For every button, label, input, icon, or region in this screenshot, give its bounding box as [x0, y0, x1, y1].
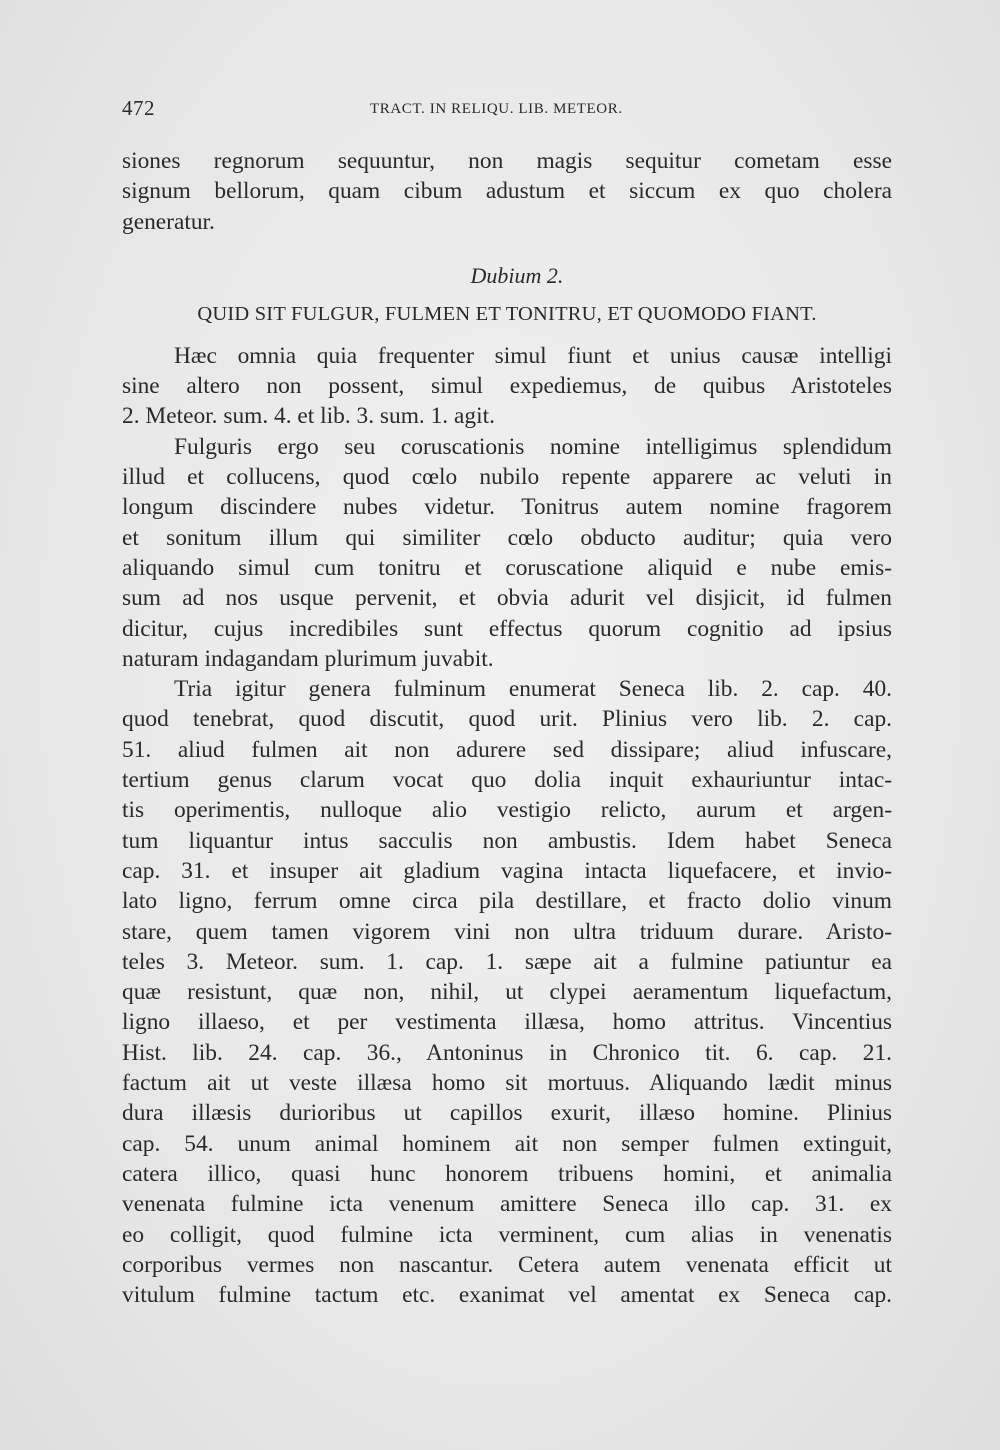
text-line: catera illico, quasi hunc honorem tribuens homini, et animalia — [122, 1160, 892, 1187]
text-line: quod tenebrat, quod discutit, quod urit. Plinius vero lib. 2. cap. — [122, 706, 892, 733]
text-line: generatur. — [122, 208, 215, 235]
text-line: et sonitum illum qui similiter cœlo obducto auditur; quia vero — [122, 524, 892, 551]
text-line: stare, quem tamen vigorem vini non ultra triduum durare. Aristo- — [122, 918, 892, 945]
text-line: cap. 54. unum animal hominem ait non semper fulmen extinguit, — [122, 1130, 892, 1157]
text-line: venenata fulmine icta venenum amittere Seneca illo cap. 31. ex — [122, 1191, 892, 1218]
text-line: corporibus vermes non nascantur. Cetera autem venenata efficit ut — [122, 1251, 892, 1278]
text-line: 2. Meteor. sum. 4. et lib. 3. sum. 1. agit. — [122, 403, 495, 430]
text-line: eo colligit, quod fulmine icta verminent, cum alias in venenatis — [122, 1221, 892, 1248]
text-line: lato ligno, ferrum omne circa pila destillare, et fracto dolio vinum — [122, 888, 892, 915]
section-label: Dubium 2. — [470, 262, 564, 288]
text-line: tis operimentis, nulloque alio vestigio relicto, aurum et argen- — [122, 797, 892, 824]
paragraph-2 — [122, 432, 892, 674]
running-head: TRACT. IN RELIQU. LIB. METEOR. — [370, 101, 623, 117]
text-line: Hæc omnia quia frequenter simul fiunt et unius causæ intelligi — [174, 342, 892, 369]
text-line: signum bellorum, quam cibum adustum et siccum ex quo cholera — [122, 178, 892, 205]
spacer — [122, 291, 892, 299]
text-line: aliquando simul cum tonitru et coruscatione aliquid e nube emis- — [122, 554, 892, 581]
text-line: 51. aliud fulmen ait non adurere sed dissipare; aliud infuscare, — [122, 736, 892, 763]
section-title: QUID SIT FULGUR, FULMEN ET TONITRU, ET QUOMODO FIANT. — [197, 302, 817, 325]
text-line: cap. 31. et insuper ait gladium vagina intacta liquefacere, et invio- — [122, 857, 892, 884]
text-line: quæ resistunt, quæ non, nihil, ut clypei aeramentum liquefactum, — [122, 979, 892, 1006]
paragraph-3 — [122, 674, 892, 1310]
text-line: naturam indagandam plurimum juvabit. — [122, 645, 494, 672]
paragraph-1 — [122, 341, 892, 432]
text-line: teles 3. Meteor. sum. 1. cap. 1. sæpe ait a fulmine patiuntur ea — [122, 948, 892, 975]
spacer — [122, 237, 892, 261]
page-number: 472 — [122, 96, 155, 120]
text-line: sum ad nos usque pervenit, et obvia adurit vel disjicit, id fulmen — [122, 585, 892, 612]
text-line: dicitur, cujus incredibiles sunt effectus quorum cognitio ad ipsius — [122, 615, 892, 642]
text-line: sine altero non possent, simul expediemus, de quibus Aristoteles — [122, 373, 892, 400]
spacer — [122, 329, 892, 341]
page-header — [122, 96, 892, 126]
text-line: Hist. lib. 24. cap. 36., Antoninus in Chronico tit. 6. cap. 21. — [122, 1039, 892, 1066]
text-line: longum discindere nubes videtur. Tonitrus autem nomine fragorem — [122, 494, 892, 521]
text-line: illud et collucens, quod cœlo nubilo repente apparere ac veluti in — [122, 464, 892, 491]
text-line: siones regnorum sequuntur, non magis sequitur cometam esse — [122, 148, 892, 174]
text-line: Tria igitur genera fulminum enumerat Seneca lib. 2. cap. 40. — [174, 676, 892, 703]
text-line: factum ait ut veste illæsa homo sit mortuus. Aliquando lædit minus — [122, 1070, 892, 1097]
text-line: dura illæsis durioribus ut capillos exurit, illæso homine. Plinius — [122, 1100, 892, 1127]
text-line: ligno illaeso, et per vestimenta illæsa, homo attritus. Vincentius — [122, 1009, 892, 1036]
text-line: Fulguris ergo seu coruscationis nomine intelligimus splendidum — [174, 433, 892, 460]
text-line: tum liquantur intus sacculis non ambustis. Idem habet Seneca — [122, 827, 892, 854]
text-line: vitulum fulmine tactum etc. exanimat vel amentat ex Seneca cap. — [122, 1282, 892, 1309]
text-line: tertium genus clarum vocat quo dolia inquit exhauriuntur intac- — [122, 767, 892, 794]
body-text — [122, 146, 892, 1310]
